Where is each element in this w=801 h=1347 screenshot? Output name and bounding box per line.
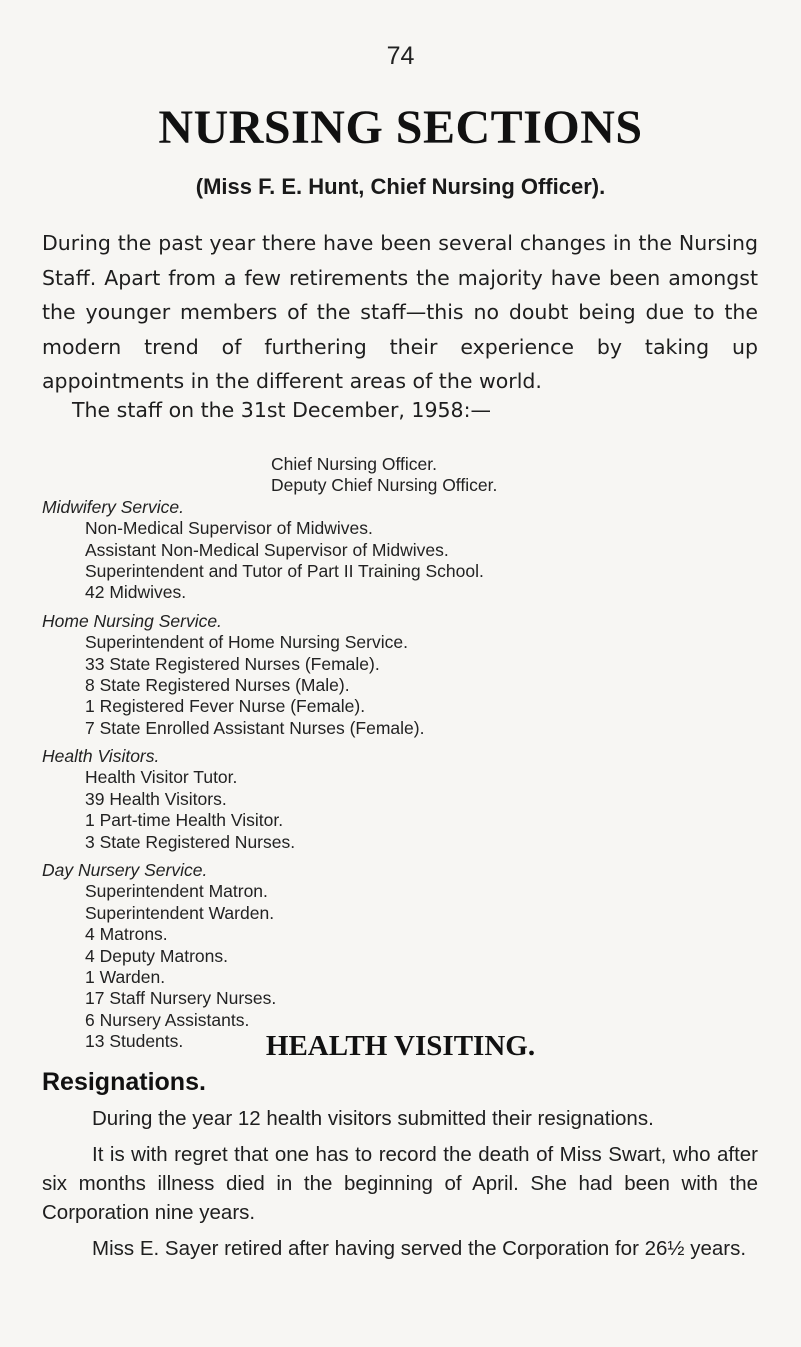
list-item: 1 Part-time Health Visitor. bbox=[85, 810, 284, 831]
list-item: Superintendent Warden. bbox=[85, 902, 275, 923]
staff-list bbox=[42, 454, 762, 1053]
death-notice-paragraph: It is with regret that one has to record the death of Miss Swart, who after six months illness died in the beginning of April. She had been with the Corporation nine years. bbox=[42, 1143, 758, 1224]
section-heading-health-visitors: Health Visitors. bbox=[42, 746, 160, 767]
list-item: 42 Midwives. bbox=[85, 582, 187, 603]
list-item: 13 Students. bbox=[85, 1031, 184, 1052]
list-item: 1 Registered Fever Nurse (Female). bbox=[85, 696, 366, 717]
staff-date-line: The staff on the 31st December, 1958:— bbox=[72, 398, 492, 422]
list-item: Superintendent Matron. bbox=[85, 881, 268, 902]
resignations-paragraph: During the year 12 health visitors submitted their resignations. bbox=[92, 1107, 654, 1130]
list-item: 8 State Registered Nurses (Male). bbox=[85, 674, 350, 695]
page-subtitle: (Miss F. E. Hunt, Chief Nursing Officer). bbox=[195, 174, 606, 199]
officer-chief: Chief Nursing Officer. bbox=[271, 454, 437, 474]
officer-deputy: Deputy Chief Nursing Officer. bbox=[271, 475, 498, 496]
list-item: Superintendent of Home Nursing Service. bbox=[85, 632, 408, 653]
list-item: 17 Staff Nursery Nurses. bbox=[85, 988, 277, 1009]
retirement-paragraph: Miss E. Sayer retired after having served the Corporation for 26½ years. bbox=[92, 1237, 747, 1260]
list-item: Non-Medical Supervisor of Midwives. bbox=[85, 518, 373, 539]
list-item: Superintendent and Tutor of Part II Training School. bbox=[85, 560, 484, 581]
health-visiting-text bbox=[42, 1104, 758, 1270]
intro-paragraph: During the past year there have been several changes in the Nursing Staff. Apart from a few retirements the majority have been amongst the younger members of the staff—this no doubt being due to the modern trend of furthering their experience by taking up appointments in the different areas of the world. bbox=[42, 231, 758, 393]
health-visiting-title: HEALTH VISITING. bbox=[265, 1030, 536, 1062]
list-item: 4 Deputy Matrons. bbox=[85, 945, 228, 966]
section-heading-midwifery: Midwifery Service. bbox=[42, 496, 184, 517]
list-item: 1 Warden. bbox=[85, 966, 166, 987]
page-number: 74 bbox=[386, 42, 415, 70]
section-heading-day-nursery: Day Nursery Service. bbox=[42, 860, 208, 881]
section-heading-home-nursing: Home Nursing Service. bbox=[42, 610, 222, 631]
list-item: 6 Nursery Assistants. bbox=[85, 1009, 250, 1030]
list-item: 33 State Registered Nurses (Female). bbox=[85, 653, 380, 674]
list-item: 7 State Enrolled Assistant Nurses (Female). bbox=[85, 717, 425, 738]
page-title: NURSING SECTIONS bbox=[158, 101, 643, 154]
list-item: 3 State Registered Nurses. bbox=[85, 831, 296, 852]
resignations-heading: Resignations. bbox=[42, 1068, 206, 1096]
list-item: 4 Matrons. bbox=[85, 924, 168, 945]
list-item: Assistant Non-Medical Supervisor of Midwives. bbox=[85, 539, 449, 560]
list-item: Health Visitor Tutor. bbox=[85, 767, 238, 788]
list-item: 39 Health Visitors. bbox=[85, 788, 227, 809]
